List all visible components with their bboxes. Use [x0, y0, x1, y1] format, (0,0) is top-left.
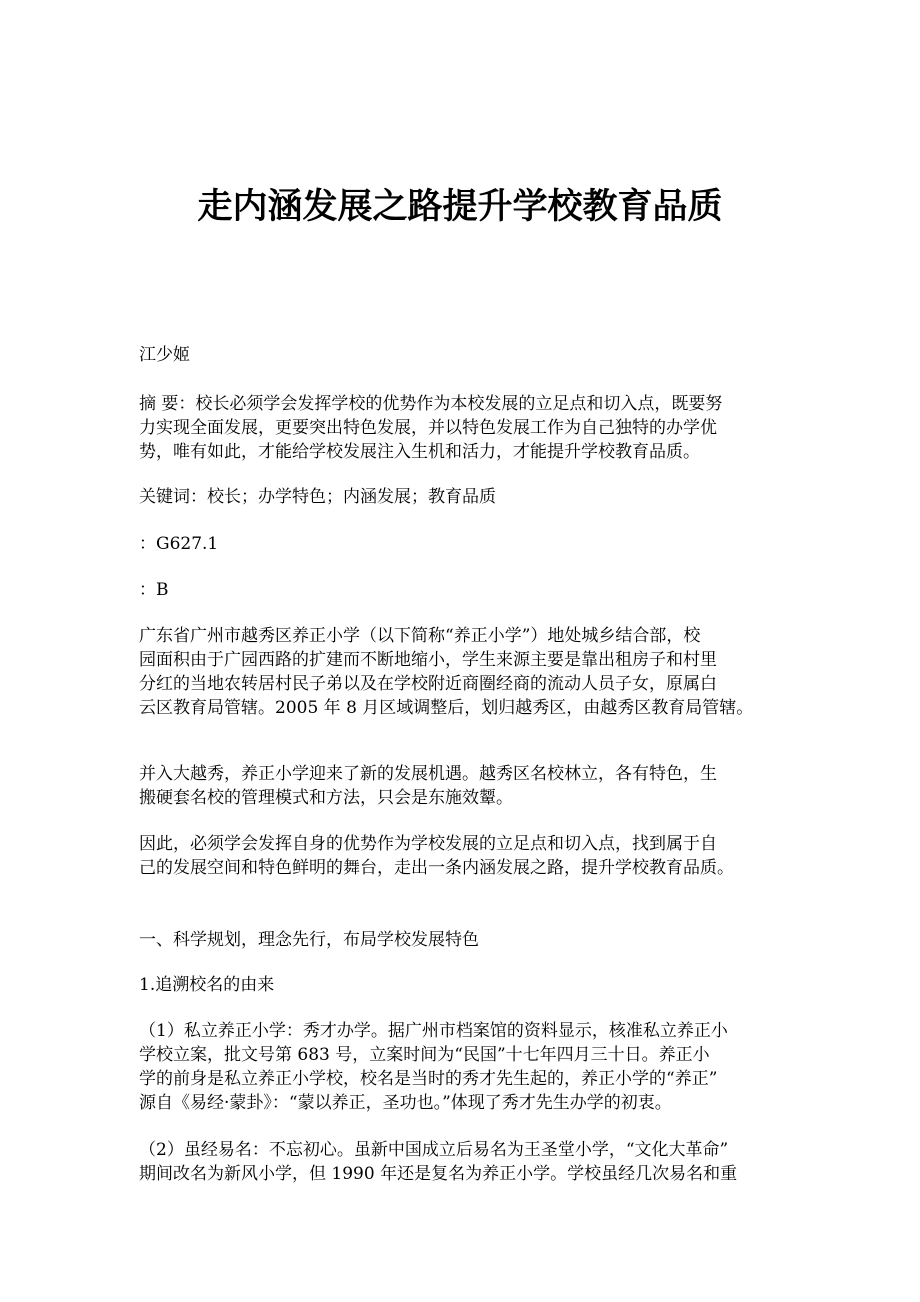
- document-title: 走内涵发展之路提升学校教育品质: [197, 186, 723, 227]
- abstract: [139, 392, 722, 464]
- text-line: 力实现全面发展，更要突出特色发展，并以特色发展工作为自己独特的办学优: [139, 418, 717, 438]
- text-line: 学校立案，批文号第 683 号，立案时间为“民国”十七年四月三十日。养正小: [139, 1045, 710, 1065]
- text-line: 摘 要：校长必须学会发挥学校的优势作为本校发展的立足点和切入点，既要努: [139, 394, 723, 414]
- keywords: 关键词：校长；办学特色；内涵发展；教育品质: [139, 487, 496, 507]
- text-line: 园面积由于广园西路的扩建而不断地缩小，学生来源主要是靠出租房子和村里: [139, 650, 717, 670]
- document-code: ：B: [139, 580, 169, 600]
- text-line: 势，唯有如此，才能给学校发展注入生机和活力，才能提升学校教育品质。: [139, 442, 700, 462]
- text-line: （1）私立养正小学：秀才办学。据广州市档案馆的资料显示，核准私立养正小: [139, 1021, 728, 1041]
- text-line: （2）虽经易名：不忘初心。虽新中国成立后易名为王圣堂小学，“文化大革命”: [139, 1140, 729, 1160]
- section-heading: 一、科学规划，理念先行，布局学校发展特色: [139, 930, 479, 950]
- text-line: 广东省广州市越秀区养正小学（以下简称“养正小学”）地处城乡结合部，校: [139, 626, 701, 646]
- paragraph-3: [139, 832, 734, 880]
- paragraph-4: [139, 1019, 728, 1115]
- author: 江少姬: [139, 345, 190, 365]
- text-line: 期间改名为新风小学，但 1990 年还是复名为养正小学。学校虽经几次易名和重: [139, 1164, 738, 1184]
- text-line: 云区教育局管辖。2005 年 8 月区域调整后，划归越秀区，由越秀区教育局管辖。: [139, 698, 754, 718]
- paragraph-2: [139, 762, 717, 810]
- subsection-heading: 1.追溯校名的由来: [139, 975, 275, 995]
- text-line: 分红的当地农转居村民子弟以及在学校附近商圈经商的流动人员子女，原属白: [139, 674, 717, 694]
- text-line: 搬硬套名校的管理模式和方法，只会是东施效颦。: [139, 788, 513, 808]
- text-line: 并入大越秀，养正小学迎来了新的发展机遇。越秀区名校林立，各有特色，生: [139, 764, 717, 784]
- text-line: 学的前身是私立养正小学校，校名是当时的秀才先生起的，养正小学的“养正”: [139, 1069, 718, 1089]
- clc-number: ：G627.1: [139, 534, 219, 554]
- text-line: 因此，必须学会发挥自身的优势作为学校发展的立足点和切入点，找到属于自: [139, 834, 717, 854]
- paragraph-5: [139, 1138, 737, 1186]
- paragraph-1: [139, 624, 753, 720]
- text-line: 己的发展空间和特色鲜明的舞台，走出一条内涵发展之路，提升学校教育品质。: [139, 858, 734, 878]
- text-line: 源自《易经·蒙卦》：“蒙以养正，圣功也。”体现了秀才先生办学的初衷。: [139, 1093, 672, 1113]
